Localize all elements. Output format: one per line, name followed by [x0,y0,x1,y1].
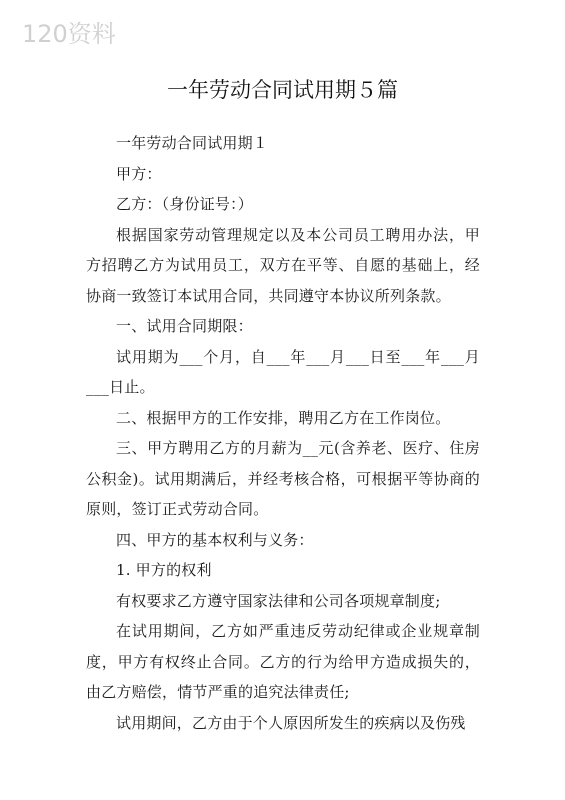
paragraph-section-2: 二、根据甲方的工作安排，聘用乙方在工作岗位。 [116,408,451,427]
paragraph-rights-heading: 1. 甲方的权利 [116,561,212,579]
paragraph-trial-period: 试用期为___个月，自___年___月___日至___年___月___日止。 [86,347,480,396]
paragraph-right-3: 试用期间，乙方由于个人原因所发生的疾病以及伤残 [116,713,466,732]
paragraph-right-2: 在试用期间，乙方如严重违反劳动纪律或企业规章制度，甲方有权终止合同。乙方的行为给甲方造成损失的，由乙方赔偿，情节严重的追究法律责任; [86,622,480,701]
paragraph-party-b: 乙方：（身份证号：） [116,195,254,213]
paragraph-party-a: 甲方： [116,164,162,183]
document-body [86,128,480,738]
paragraph-section-4-heading: 四、甲方的基本权利与义务： [116,530,314,549]
paragraph-preamble: 根据国家劳动管理规定以及本公司员工聘用办法，甲方招聘乙方为试用员工，双方在平等、自愿的基础上，经协商一致签订本试用合同，共同遵守本协议所列条款。 [86,225,480,305]
paragraph-section-3: 三、甲方聘用乙方的月薪为__元(含养老、医疗、住房公积金)。试用期满后，并经考核合格，可根据平等协商的原则，签订正式劳动合同。 [86,439,480,518]
paragraph-contract-heading: 一年劳动合同试用期１ [116,134,269,152]
paragraph-right-1: 有权要求乙方遵守国家法律和公司各项规章制度; [116,591,441,610]
watermark-logo: 120资料 [22,20,116,48]
document-title: 一年劳动合同试用期５篇 [167,78,398,102]
paragraph-section-1-heading: 一、试用合同期限： [116,317,253,335]
